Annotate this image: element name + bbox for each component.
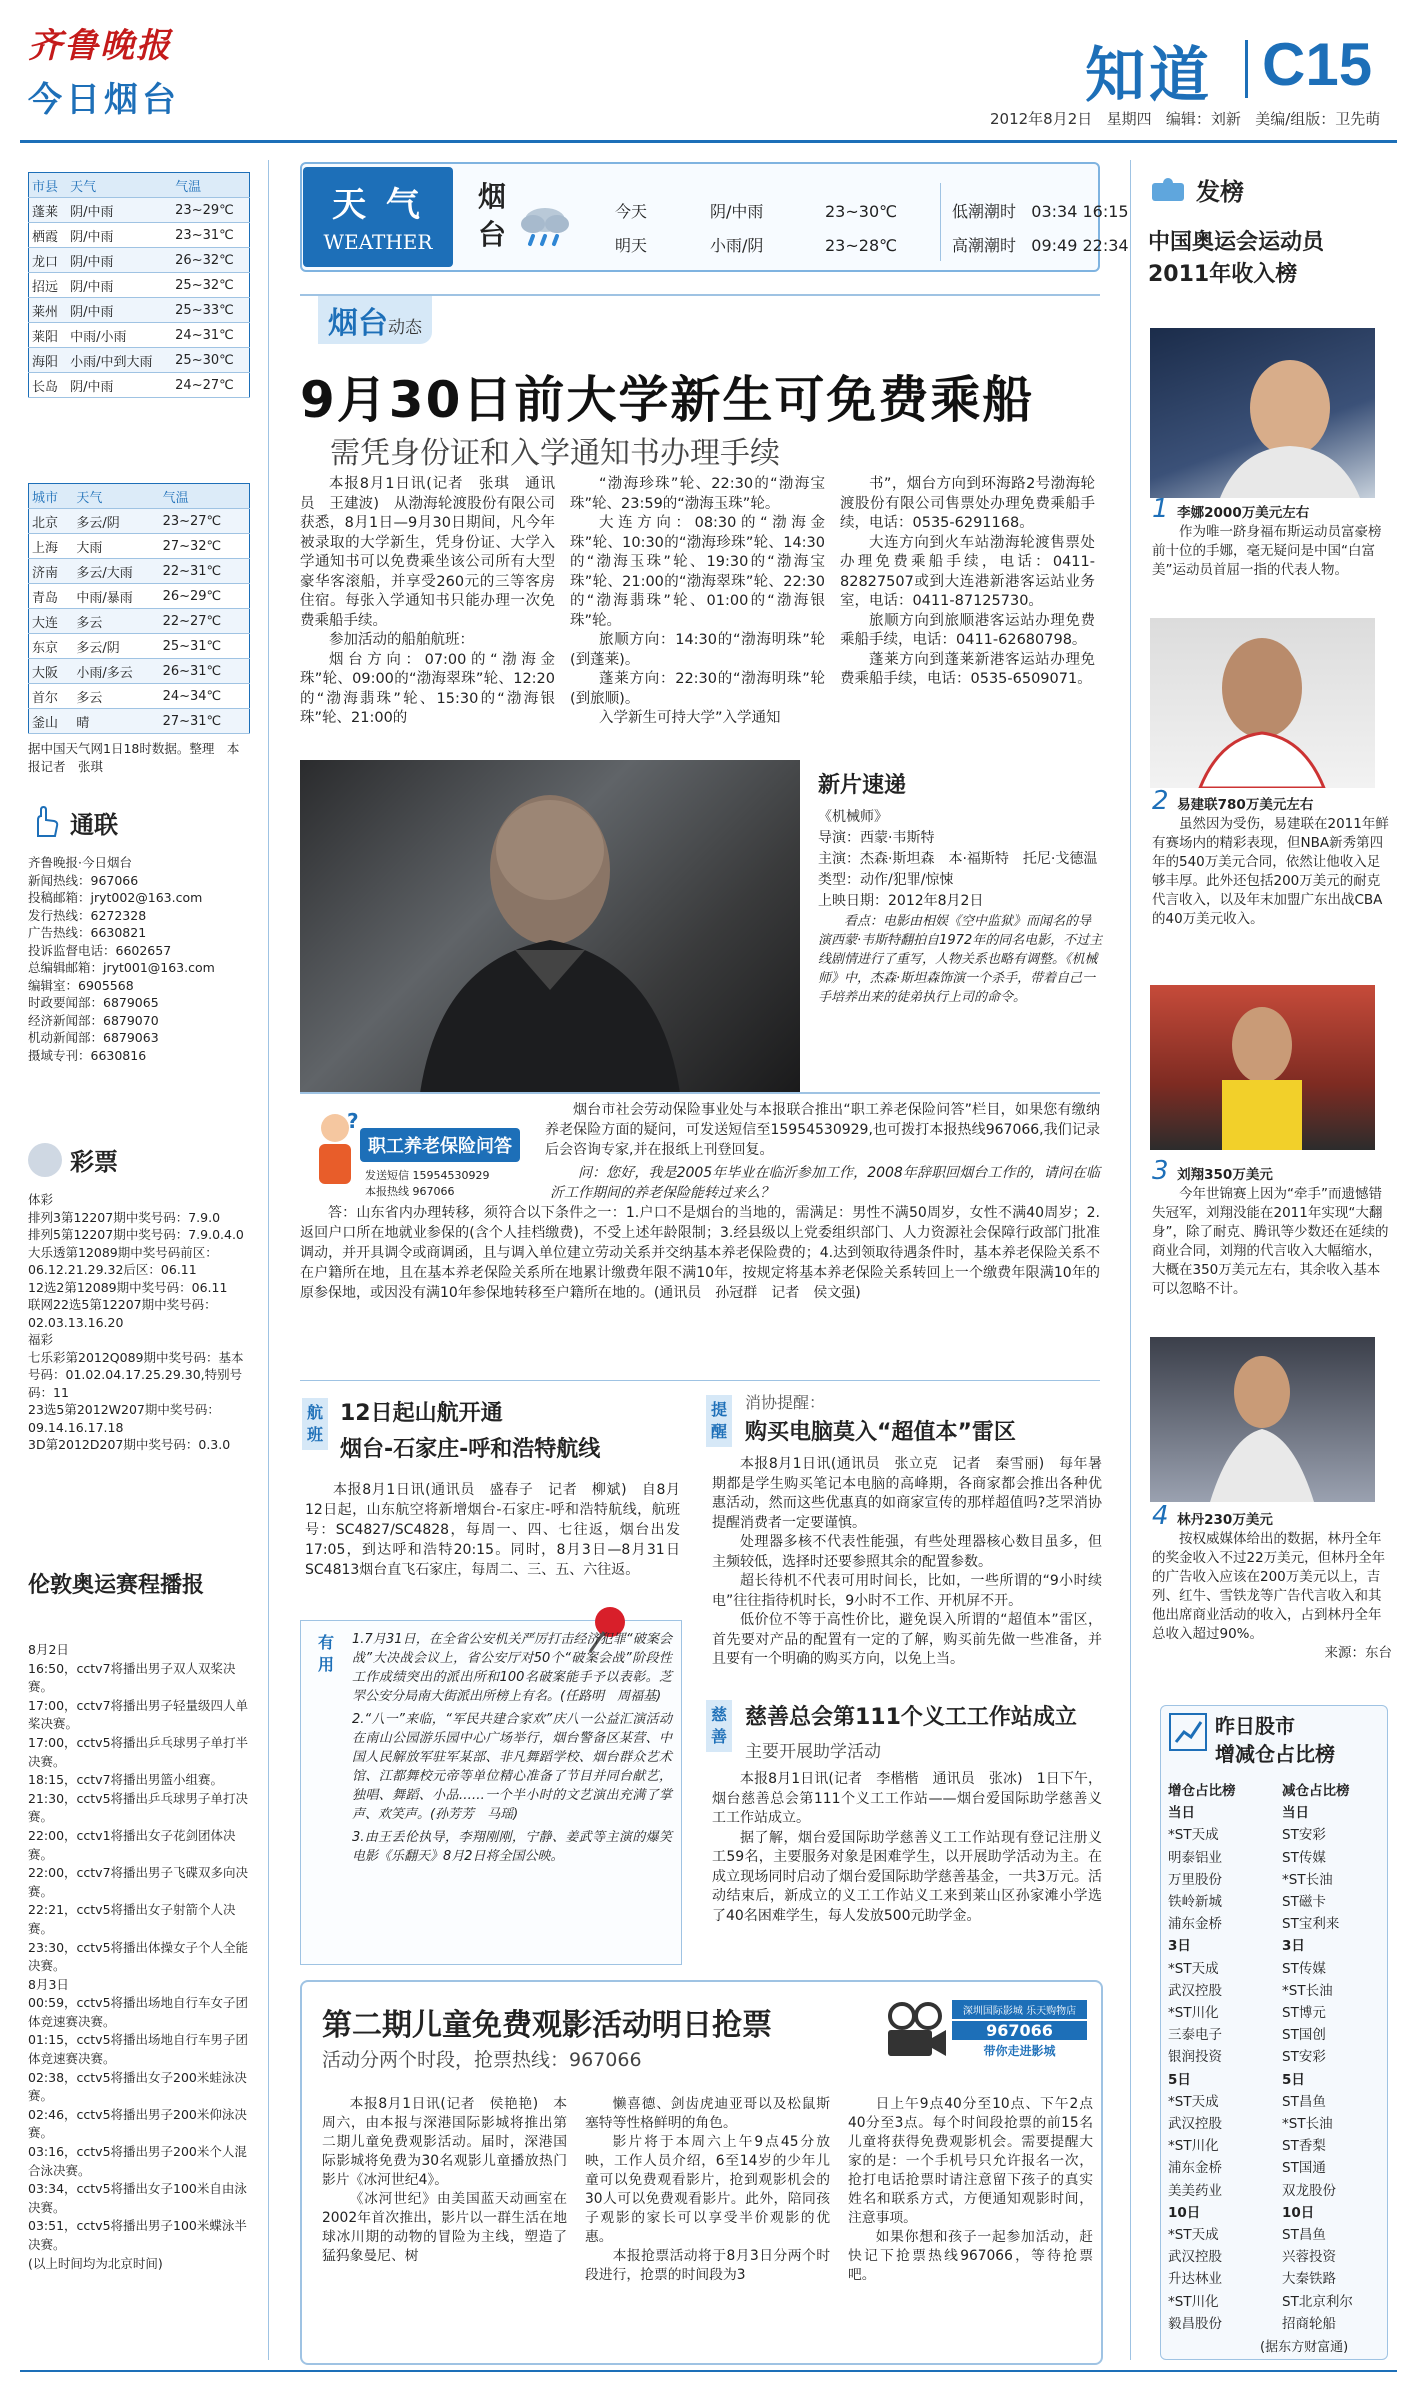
rich-list-title: 中国奥运会运动员2011年收入榜 bbox=[1148, 230, 1325, 287]
stock-list-heading: 5日 bbox=[1168, 2071, 1191, 2088]
city-weather-cell: 上海 bbox=[29, 534, 74, 559]
olympics-heading: 伦敦奥运赛程播报 bbox=[28, 1573, 205, 1598]
contact-line: 新闻热线：967066 bbox=[28, 872, 139, 888]
paragraph: 本报8月1日讯(记者 侯艳艳) 本周六，由本报与深港国际影城将推出第二期儿童免费观影活动。届时，深港国际影城将免费为30名观影儿童播放热门影片《冰河世纪4》。 bbox=[322, 2096, 567, 2188]
rich-item-3: 3 刘翔350万美元 今年世锦赛上因为“牵手”而遗憾错失冠军，刘翔没能在2011年实现“大翻身”，除了耐克、腾讯等少数还在延续的商业合同，刘翔的代言收入大幅缩水，大概在350万美元左右，其余收入基本可以忽略不计。 bbox=[1152, 1156, 1389, 1297]
schedule-line: 03:34，cctv5将播出女子100米自由泳决赛。 bbox=[28, 2181, 247, 2215]
paragraph: 旅顺方向：14:30的“渤海明珠”轮(到蓬莱)。 bbox=[570, 632, 825, 668]
stocks-increase-list bbox=[1168, 1780, 1276, 2335]
stock-name: *ST川化 bbox=[1168, 2138, 1219, 2155]
schedule-line: 18:15，cctv7将播出男篮小组赛。 bbox=[28, 1772, 224, 1788]
contact-line: 总编辑邮箱：jryt001@163.com bbox=[28, 960, 215, 975]
stock-name: 双龙股份 bbox=[1282, 2182, 1336, 2199]
stocks-source: (据东方财富通) bbox=[1260, 2340, 1349, 2355]
lottery-line: 排列3第12207期中奖号码：7.9.0 bbox=[28, 1209, 221, 1225]
lead-col-2 bbox=[570, 475, 825, 729]
children-subheadline: 活动分两个时段，抢票热线：967066 bbox=[322, 2049, 642, 2071]
paragraph: 本报8月1日讯(记者 张琪 通讯员 王建波) 从渤海轮渡股份有限公司获悉，8月1日—9月30日期间，凡今年被录取的大学新生，凭身份证、大学入学通知书可以免费乘坐该公司所有大型豪华客滚船，并享受260元的三等客房住宿。每张入学通知书只能办理一次免费乘船手续。 bbox=[300, 476, 555, 629]
city-weather-cell: 多云/阴 bbox=[73, 634, 159, 659]
city-weather-row bbox=[29, 634, 250, 659]
stock-list-heading: 减仓占比榜 bbox=[1282, 1783, 1350, 1799]
county-weather-cell: 26~32℃ bbox=[172, 248, 249, 273]
lottery-line: 大乐透第12089期中奖号码前区：06.12.21.29.32后区：06.11 bbox=[28, 1244, 218, 1277]
footer-rule bbox=[20, 2370, 1397, 2372]
county-weather-header: 天气 bbox=[67, 173, 172, 198]
schedule-line: 16:50，cctv7将播出男子双人双桨决赛。 bbox=[28, 1660, 236, 1695]
children-headline: 第二期儿童免费观影活动明日抢票 bbox=[322, 2008, 772, 2043]
county-weather-row bbox=[29, 373, 250, 398]
city-weather-table bbox=[28, 483, 253, 775]
page-number: C15 bbox=[1262, 31, 1373, 98]
paragraph: 据了解，烟台爱国际助学慈善义工工作站现有登记注册义工59名，主要服务对象是困难学生，以开展助学活动为主。在成立现场同时启动了烟台爱国际助学慈善基金，一共3万元。活动结束后，新成立的义工工作站义工来到莱山区孙家滩小学选了40名困难学生，每人发放500元助学金。 bbox=[712, 1829, 1102, 1924]
movie-info: 新片速递 《机械师》 导演：西蒙·韦斯特 主演：杰森·斯坦森 本·福斯特 托尼·戈德温 类型：动作/犯罪/惊悚 上映日期：2012年8月2日 看点：电影由相娱《空中监狱》而闻名的导演西蒙·韦斯特翻拍自1972年的同名电影，不过主线剧情进行了重写，人物关系也略有调整。《机械师》中，杰森·斯坦森饰演一个杀手，带着自己一手培养出来的徒弟执行上司的命令。 bbox=[818, 768, 1103, 1007]
city-weather-cell: 东京 bbox=[29, 634, 74, 659]
paragraph: 如果你想和孩子一起参加活动，赶快记下抢票热线967066，等待抢票吧。 bbox=[848, 2229, 1093, 2283]
county-weather-cell: 阴/中雨 bbox=[67, 198, 172, 223]
contact-line: 投稿邮箱：jryt002@163.com bbox=[28, 890, 203, 905]
county-weather-cell: 阴/中雨 bbox=[67, 223, 172, 248]
stock-name: 升达林业 bbox=[1168, 2271, 1222, 2288]
stock-name: ST宝利来 bbox=[1282, 1916, 1340, 1933]
consumer-headline: 购买电脑莫入“超值本”雷区 bbox=[745, 1420, 1016, 1445]
contact-line: 编辑室：6905568 bbox=[28, 977, 134, 993]
stocks-title: 昨日股市 bbox=[1215, 1714, 1295, 1738]
city-weather-row bbox=[29, 684, 250, 709]
schedule-line: 02:46，cctv5将播出男子200米仰泳决赛。 bbox=[28, 2106, 247, 2141]
county-weather-cell: 23~31℃ bbox=[172, 223, 249, 248]
city-weather-cell: 24~34℃ bbox=[160, 684, 250, 709]
contact-list bbox=[28, 854, 253, 1064]
schedule-line: 17:00，cctv7将播出男子轻量级四人单桨决赛。 bbox=[28, 1697, 249, 1732]
contact-line: 时政要闻部：6879065 bbox=[28, 995, 159, 1010]
paragraph: 本报抢票活动将于8月3日分两个时段进行，抢票的时间段为3 bbox=[585, 2248, 830, 2283]
stock-name: ST昌鱼 bbox=[1282, 2093, 1326, 2110]
section-title: 知道 bbox=[1085, 41, 1213, 111]
rich-list-section bbox=[1148, 172, 1393, 291]
stock-name: *ST天成 bbox=[1168, 1960, 1219, 1977]
movie-section-title: 新片速递 bbox=[818, 773, 907, 798]
county-weather-cell: 蓬莱 bbox=[29, 198, 68, 223]
contact-section bbox=[28, 805, 253, 1064]
paragraph: 《冰河世纪》由美国蓝天动画室在2002年首次推出，影片以一群生活在地球冰川期的动物的冒险为主线，塑造了猛犸象曼尼、树 bbox=[322, 2191, 567, 2264]
city-weather-cell: 23~27℃ bbox=[160, 509, 250, 534]
dongtai-tab: 烟台动态 bbox=[318, 296, 432, 344]
weather-label: 天 气 WEATHER bbox=[303, 167, 453, 267]
city-weather-cell: 27~32℃ bbox=[160, 534, 250, 559]
pension-logo: ? 职工养老保险问答 发送短信 15954530929 本报热线 967066 bbox=[305, 1110, 540, 1210]
consumer-tag: 提醒 bbox=[706, 1395, 732, 1447]
photo-liu-xiang bbox=[1150, 985, 1375, 1150]
city-weather-cell: 小雨/多云 bbox=[73, 659, 159, 684]
county-weather-row bbox=[29, 198, 250, 223]
useful-tag: 有用 bbox=[318, 1633, 335, 1674]
stock-name: 银润投资 bbox=[1168, 2049, 1222, 2066]
paragraph: 大连方向：08:30的“渤海金珠”轮、10:30的“渤海珍珠”轮、14:30的“渤海玉珠”轮、19:30的“渤海宝珠”轮、21:00的“渤海翠珠”轮、22:30的“渤海翡珠”轮、01:00的“渤海银珠”轮。 bbox=[570, 515, 825, 629]
schedule-line: 00:59，cctv5将播出场地自行车女子团体竞速赛决赛。 bbox=[28, 1995, 249, 2029]
county-weather-cell: 24~27℃ bbox=[172, 373, 249, 398]
lottery-line: 福彩 bbox=[28, 1332, 54, 1347]
paragraph: 入学新生可持大学”入学通知 bbox=[599, 710, 781, 726]
header-divider bbox=[1245, 40, 1248, 98]
schedule-line: 22:21，cctv5将播出女子射箭个人决赛。 bbox=[28, 1902, 236, 1936]
section-rule bbox=[300, 1380, 1100, 1381]
stocks-subtitle: 增减仓占比榜 bbox=[1215, 1742, 1335, 1766]
city-weather-cell: 大雨 bbox=[73, 534, 159, 559]
paragraph: 超长待机不代表可用时间长，比如，一些所谓的“9小时续电”往往指待机时长，9小时不工作、开机屏不开。 bbox=[712, 1573, 1102, 1609]
city-weather-row bbox=[29, 659, 250, 684]
olympics-schedule bbox=[28, 1641, 253, 2273]
city-weather-cell: 多云/大雨 bbox=[73, 559, 159, 584]
weather-city: 烟 台 bbox=[478, 180, 507, 251]
stock-name: *ST天成 bbox=[1168, 2093, 1219, 2110]
stock-name: 万里股份 bbox=[1168, 1871, 1222, 1888]
contact-line: 摄域专刊：6630816 bbox=[28, 1047, 147, 1063]
city-weather-cell: 大阪 bbox=[29, 659, 74, 684]
flight-subheadline: 烟台-石家庄-呼和浩特航线 bbox=[340, 1437, 601, 1462]
stock-name: ST安彩 bbox=[1282, 1827, 1326, 1844]
county-weather-cell: 招远 bbox=[29, 273, 68, 298]
stock-name: 美美药业 bbox=[1168, 2182, 1222, 2199]
stock-name: 明泰铝业 bbox=[1168, 1849, 1222, 1866]
paragraph: 烟台方向：07:00的“渤海金珠”轮、09:00的“渤海翠珠”轮、12:20的“渤海翡珠”轮、15:30的“渤海银珠”轮、21:00的 bbox=[300, 651, 555, 726]
city-weather-cell: 27~31℃ bbox=[160, 709, 250, 734]
stock-name: ST传媒 bbox=[1282, 1960, 1326, 1977]
pension-rule bbox=[300, 1092, 1100, 1094]
children-badge: 深圳国际影城 乐天购物店 967066 带你走进影城 bbox=[952, 2000, 1087, 2059]
contact-line: 广告热线：6630821 bbox=[28, 925, 147, 940]
stock-name: *ST天成 bbox=[1168, 2227, 1219, 2244]
lottery-heading: 彩票 bbox=[28, 1142, 253, 1177]
county-weather-cell: 阴/中雨 bbox=[67, 298, 172, 323]
city-weather-cell: 中雨/暴雨 bbox=[73, 584, 159, 609]
lottery-ball-icon bbox=[28, 1143, 62, 1177]
county-weather-row bbox=[29, 298, 250, 323]
county-weather-cell: 小雨/中到大雨 bbox=[67, 348, 172, 373]
svg-text:?: ? bbox=[347, 1110, 359, 1133]
county-weather-cell: 阴/中雨 bbox=[67, 373, 172, 398]
stock-name: ST传媒 bbox=[1282, 1849, 1326, 1866]
paragraph: 大连方向到火车站渤海轮渡售票处办理免费乘船手续，电话：0411-82827507或到大连港新港客运站业务室，电话：0411-87125730。 bbox=[840, 534, 1095, 609]
city-weather-cell: 26~31℃ bbox=[160, 659, 250, 684]
stock-name: *ST川化 bbox=[1168, 2293, 1219, 2310]
charity-headline: 慈善总会第111个义工工作站成立 bbox=[745, 1705, 1077, 1730]
stock-name: ST昌鱼 bbox=[1282, 2227, 1326, 2244]
consumer-body bbox=[712, 1455, 1102, 1670]
lottery-line: 排列5第12207期中奖号码：7.9.0.4.0 bbox=[28, 1227, 244, 1242]
weather-note: 据中国天气网1日18时数据。整理 本报记者 张琪 bbox=[28, 741, 240, 774]
stock-name: *ST川化 bbox=[1168, 2005, 1219, 2022]
paragraph: 处理器多核不代表性能强，有些处理器核心数目虽多，但主频较低，选择时还要参照其余的配置参数。 bbox=[712, 1534, 1102, 1570]
rich-item-2: 2 易建联780万美元左右 虽然因为受伤，易建联在2011年鲜有赛场内的精彩表现，但NBA新秀第四年的540万美元合同，依然让他收入足够丰厚。此外还包括200万美元的耐克代言收入，以及年末加盟广东出战CBA的40万美元收入。 bbox=[1152, 786, 1389, 927]
flight-tag: 航班 bbox=[302, 1398, 328, 1450]
contact-line: 机动新闻部：6879063 bbox=[28, 1030, 159, 1045]
lottery-line: 体彩 bbox=[28, 1192, 54, 1207]
paragraph: “渤海珍珠”轮、22:30的“渤海宝珠”轮、23:59的“渤海玉珠”轮。 bbox=[570, 476, 825, 512]
contact-line: 发行热线：6272328 bbox=[28, 907, 147, 923]
stock-name: 大秦铁路 bbox=[1282, 2271, 1336, 2288]
flight-headline: 12日起山航开通 bbox=[340, 1401, 503, 1426]
stock-name: ST安彩 bbox=[1282, 2049, 1326, 2066]
stock-list-heading: 增仓占比榜 bbox=[1168, 1783, 1236, 1799]
projector-icon bbox=[880, 1998, 950, 2068]
city-weather-cell: 多云 bbox=[73, 609, 159, 634]
schedule-line: 21:30，cctv5将播出乒乓球男子单打决赛。 bbox=[28, 1790, 249, 1825]
county-weather-cell: 海阳 bbox=[29, 348, 68, 373]
stock-name: *ST长油 bbox=[1282, 1871, 1333, 1888]
contact-line: 经济新闻部：6879070 bbox=[28, 1012, 159, 1028]
county-weather-cell: 25~33℃ bbox=[172, 298, 249, 323]
county-weather-cell: 中雨/小雨 bbox=[67, 323, 172, 348]
olympics-section bbox=[28, 1568, 253, 2273]
lead-subheadline: 需凭身份证和入学通知书办理手续 bbox=[330, 436, 780, 471]
children-col-3 bbox=[848, 2095, 1093, 2285]
stock-list-heading: 5日 bbox=[1282, 2071, 1305, 2088]
pension-intro: 烟台市社会劳动保险事业处与本报联合推出“职工养老保险问答”栏目，如果您有缴纳养老保险方面的疑问，可发送短信至15954530929,也可拨打本报热线967066,我们记录后会咨询专家,并在报纸上刊登回复。 bbox=[545, 1102, 1100, 1158]
weather-forecast: 今天 阴/中雨 23~30℃ 明天 小雨/阴 23~28℃ bbox=[615, 202, 898, 255]
stock-name: ST香梨 bbox=[1282, 2138, 1326, 2155]
photo-li-na bbox=[1150, 328, 1375, 498]
lead-col-3 bbox=[840, 475, 1095, 690]
rich-item-4: 4 林丹230万美元 按权威媒体给出的数据，林丹全年的奖金收入不过22万美元，但林丹全年的广告收入应该在200万美元以上，吉列、红牛、雪铁龙等广告代言收入和其他出席商业活动的收入，占到林丹全年总收入超过90%。 来源：东台 bbox=[1152, 1501, 1392, 1661]
stock-name: ST博元 bbox=[1282, 2005, 1326, 2022]
schedule-line: 03:51，cctv5将播出男子100米蝶泳半决赛。 bbox=[28, 2218, 247, 2252]
paragraph: 懒喜德、剑齿虎迪亚哥以及松鼠斯塞特等性格鲜明的角色。 bbox=[585, 2096, 830, 2131]
lottery-section bbox=[28, 1142, 253, 1454]
header-rule bbox=[20, 140, 1397, 143]
stocks-decrease-list bbox=[1282, 1780, 1386, 2335]
schedule-line: (以上时间均为北京时间) bbox=[28, 2255, 163, 2271]
city-weather-row bbox=[29, 584, 250, 609]
schedule-line: 02:38，cctv5将播出女子200米蛙泳决赛。 bbox=[28, 2069, 247, 2104]
county-weather-row bbox=[29, 223, 250, 248]
useful-item: 3.由王丢伦执导，李翔刚刚，宁静、姜武等主演的爆笑电影《乐翻天》8月2日将全国公映。 bbox=[352, 1830, 672, 1864]
schedule-line: 03:16，cctv5将播出男子200米个人混合泳决赛。 bbox=[28, 2144, 247, 2178]
county-weather-cell: 龙口 bbox=[29, 248, 68, 273]
stock-name: 浦东金桥 bbox=[1168, 1916, 1222, 1933]
city-weather-row bbox=[29, 709, 250, 734]
stock-name: 武汉控股 bbox=[1168, 1982, 1222, 1999]
lottery-line: 12选2第12089期中奖号码：06.11 bbox=[28, 1279, 228, 1295]
city-weather-header: 天气 bbox=[73, 484, 159, 509]
county-weather-row bbox=[29, 323, 250, 348]
stock-name: ST国通 bbox=[1282, 2160, 1326, 2177]
county-weather-cell: 莱州 bbox=[29, 298, 68, 323]
stock-name: 毅昌股份 bbox=[1168, 2315, 1222, 2332]
county-weather-header: 气温 bbox=[172, 173, 249, 198]
stock-list-heading: 3日 bbox=[1282, 1938, 1305, 1955]
lottery-line: 七乐彩第2012Q089期中奖号码：基本号码：01.02.04.17.25.29.30,特别号码：11 bbox=[28, 1349, 244, 1400]
city-weather-cell: 26~29℃ bbox=[160, 584, 250, 609]
hand-icon bbox=[28, 806, 62, 840]
city-weather-cell: 25~31℃ bbox=[160, 634, 250, 659]
county-weather-header: 市县 bbox=[29, 173, 68, 198]
stock-list-heading: 当日 bbox=[1282, 1805, 1309, 1822]
useful-item: 2.“八一”来临，“军民共建合家欢”庆八一公益汇演活动在南山公园游乐园中心广场举行，烟台警备区某营、中国人民解放军驻军某部、非凡舞蹈学校、烟台群众艺术馆、江都舞校元帝等单位精心准备了节目并同台献艺，独唱、舞蹈、小品……一个半小时的文艺演出充满了掌声、欢笑声。(孙芳芳 马瑶) bbox=[352, 1712, 672, 1822]
county-weather-cell: 23~29℃ bbox=[172, 198, 249, 223]
paragraph: 本报8月1日讯(记者 李楷楷 通讯员 张冰) 1日下午，烟台慈善总会第111个义工工作站——烟台爱国际助学慈善义工工作站成立。 bbox=[712, 1771, 1102, 1826]
charity-subheadline: 主要开展助学活动 bbox=[745, 1742, 881, 1762]
photo-yi-jianlian bbox=[1150, 618, 1375, 788]
schedule-line: 8月2日 bbox=[28, 1642, 69, 1657]
paragraph: 低价位不等于高性价比，避免误入所谓的“超值本”雷区，首先要对产品的配置有一定的了解，购买前先做一些准备，并且要有一个明确的购买方向，以免上当。 bbox=[712, 1612, 1102, 1667]
paragraph: 影片将于本周六上午9点45分放映，工作人员介绍，6至14岁的少年儿童可以免费观看影片，抢到观影机会的30人可以免费观看影片。此外，陪同孩子观影的家长可以享受半价观影的优惠。 bbox=[585, 2134, 830, 2245]
paragraph: 日上午9点40分至10点、下午2点40分至3点。每个时间段抢票的前15名儿童将获得免费观影机会。需要提醒大家的是：一个手机号只允许报名一次，抢打电话抢票时请注意留下孩子的真实姓名和联系方式，方便通知观影时间，注意事项。 bbox=[848, 2096, 1093, 2226]
city-weather-cell: 22~31℃ bbox=[160, 559, 250, 584]
charity-body bbox=[712, 1770, 1102, 1926]
stock-name: 浦东金桥 bbox=[1168, 2160, 1222, 2177]
county-weather-cell: 24~31℃ bbox=[172, 323, 249, 348]
county-weather-row bbox=[29, 248, 250, 273]
city-weather-cell: 济南 bbox=[29, 559, 74, 584]
contact-heading: 通联 bbox=[28, 805, 253, 840]
rain-cloud-icon bbox=[515, 200, 575, 250]
edition-title: 今日烟台 bbox=[28, 80, 180, 120]
lead-col-1 bbox=[300, 475, 555, 729]
paragraph: 旅顺方向到旅顺港客运站办理免费乘船手续，电话：0411-62680798。 bbox=[840, 612, 1095, 648]
lottery-list bbox=[28, 1191, 253, 1454]
contact-line: 投诉监督电话：6602657 bbox=[28, 942, 172, 958]
city-weather-cell: 北京 bbox=[29, 509, 74, 534]
county-weather-cell: 25~30℃ bbox=[172, 348, 249, 373]
city-weather-cell: 釜山 bbox=[29, 709, 74, 734]
city-weather-row bbox=[29, 609, 250, 634]
lottery-line: 联网22选5第12207期中奖号码：02.03.13.16.20 bbox=[28, 1297, 217, 1330]
pension-qa: 问：您好，我是2005年毕业在临沂参加工作，2008年辞职回烟台工作的，请问在临沂工作期间的养老保险能转过来么？ 答：山东省内办理转移，须符合以下条件之一：1.户口不是烟台的当地的，需满足：男性不满50周岁，女性不满40周岁；2.返回户口所在地就业参保的(含个人挂档缴费)，不受上述年龄限制；3.经县级以上党委组织部门、人力资源社会保障行政部门批准调动，并开具调令或商调函，且与调入单位建立劳动关系并交纳基本养老保险费的；4.达到领取待遇条件时，基本养老保险关系不在户籍所在地，且在基本养老保险关系所在地累计缴费年限不满10年，按规定将基本养老保险关系转回上一个缴费年限满10年的原参保地，或因没有满10年参保地转移至户籍所在地的。(通讯员 孙冠群 记者 侯文强) bbox=[300, 1165, 1100, 1301]
stock-name: *ST天成 bbox=[1168, 1827, 1219, 1844]
city-weather-row bbox=[29, 559, 250, 584]
lottery-line: 23选5第2012W207期中奖号码：09.14.16.17.18 bbox=[28, 1402, 220, 1435]
paragraph: 蓬莱方向到蓬莱新港客运站办理免费乘船手续，电话：0535-6509071。 bbox=[840, 651, 1095, 687]
schedule-line: 22:00，cctv1将播出女子花剑团体决赛。 bbox=[28, 1827, 236, 1862]
county-weather-cell: 栖霞 bbox=[29, 223, 68, 248]
consumer-kicker: 消协提醒： bbox=[745, 1393, 826, 1412]
schedule-line: 17:00，cctv5将播出乒乓球男子单打半决赛。 bbox=[28, 1734, 249, 1769]
tide-times: 低潮潮时 03:34 16:15 高潮潮时 09:49 22:34 bbox=[952, 202, 1129, 255]
county-weather-row bbox=[29, 273, 250, 298]
useful-item: 1.7月31日，在全省公安机关严厉打击经济犯罪“破案会战”大决战会议上，省公安厅对50个“破案会战”阶段性工作成绩突出的派出所和100名破案能手予以表彰。芝罘公安分局南大街派出所榜上有名。(任路明 周福基) bbox=[352, 1632, 672, 1704]
chart-icon bbox=[1168, 1712, 1208, 1752]
puzzle-icon bbox=[1148, 175, 1188, 205]
city-weather-cell: 多云 bbox=[73, 684, 159, 709]
column-divider bbox=[1130, 160, 1131, 2360]
city-weather-cell: 22~27℃ bbox=[160, 609, 250, 634]
page-meta: 2012年8月2日 星期四 编辑：刘新 美编/组版：卫先萌 bbox=[990, 110, 1381, 128]
stock-name: 招商轮船 bbox=[1282, 2315, 1336, 2332]
paragraph: 本报8月1日讯(通讯员 张立克 记者 秦雪丽) 每年暑期都是学生购买笔记本电脑的高峰期，各商家都会推出各种优惠活动，然而这些优惠真的如商家宣传的那样超值吗?芝罘消协提醒消费者一定要谨慎。 bbox=[712, 1456, 1102, 1531]
schedule-line: 22:00，cctv7将播出男子飞碟双多向决赛。 bbox=[28, 1865, 249, 1899]
children-col-2 bbox=[585, 2095, 830, 2285]
stock-name: ST国创 bbox=[1282, 2027, 1326, 2044]
city-weather-cell: 首尔 bbox=[29, 684, 74, 709]
county-weather-cell: 莱阳 bbox=[29, 323, 68, 348]
county-weather-cell: 阴/中雨 bbox=[67, 248, 172, 273]
county-weather-cell: 阴/中雨 bbox=[67, 273, 172, 298]
county-weather-table bbox=[28, 172, 253, 398]
stock-name: 武汉控股 bbox=[1168, 2249, 1222, 2266]
contact-line: 齐鲁晚报·今日烟台 bbox=[28, 855, 132, 870]
city-weather-header: 气温 bbox=[160, 484, 250, 509]
city-weather-cell: 多云/阴 bbox=[73, 509, 159, 534]
photo-lin-dan bbox=[1150, 1337, 1375, 1502]
children-col-1 bbox=[322, 2095, 567, 2266]
schedule-line: 23:30，cctv5将播出体操女子个人全能决赛。 bbox=[28, 1939, 249, 1974]
city-weather-header: 城市 bbox=[29, 484, 74, 509]
rich-item-1: 1 李娜2000万美元左右 作为唯一跻身福布斯运动员富豪榜前十位的手娜，毫无疑问是中国“白富美”运动员首屈一指的代表人物。 bbox=[1152, 494, 1382, 578]
county-weather-cell: 长岛 bbox=[29, 373, 68, 398]
schedule-line: 01:15，cctv5将播出场地自行车男子团体竞速赛决赛。 bbox=[28, 2032, 249, 2067]
paragraph: 蓬莱方向：22:30的“渤海明珠”轮(到旅顺)。 bbox=[570, 671, 825, 707]
city-weather-cell: 晴 bbox=[73, 709, 159, 734]
paragraph: 参加活动的船舶航班： bbox=[329, 632, 474, 648]
stock-name: 兴蓉投资 bbox=[1282, 2249, 1336, 2266]
stock-name: *ST长油 bbox=[1282, 2116, 1333, 2133]
city-weather-row bbox=[29, 534, 250, 559]
stock-list-heading: 10日 bbox=[1168, 2204, 1201, 2221]
schedule-line: 8月3日 bbox=[28, 1976, 69, 1992]
city-weather-cell: 青岛 bbox=[29, 584, 74, 609]
charity-tag: 慈善 bbox=[706, 1700, 732, 1752]
stock-name: 铁岭新城 bbox=[1168, 1894, 1222, 1911]
column-divider bbox=[268, 160, 269, 2360]
stock-name: ST北京利尔 bbox=[1282, 2293, 1353, 2310]
movie-still bbox=[300, 760, 800, 1093]
stock-name: 武汉控股 bbox=[1168, 2116, 1222, 2133]
stock-list-heading: 当日 bbox=[1168, 1805, 1195, 1822]
county-weather-row bbox=[29, 348, 250, 373]
city-weather-cell: 大连 bbox=[29, 609, 74, 634]
stock-name: 三泰电子 bbox=[1168, 2027, 1222, 2044]
rich-list-heading: 发榜 bbox=[1148, 172, 1393, 207]
stock-list-heading: 3日 bbox=[1168, 1938, 1191, 1955]
useful-items bbox=[352, 1630, 672, 1870]
stock-list-heading: 10日 bbox=[1282, 2204, 1315, 2221]
lottery-line: 3D第2012D207期中奖号码：0.3.0 bbox=[28, 1437, 231, 1452]
paragraph: 书”，烟台方向到环海路2号渤海轮渡股份有限公司售票处办理免费乘船手续，电话：0535-6291168。 bbox=[840, 476, 1095, 531]
weather-divider bbox=[940, 183, 941, 261]
stock-name: ST磁卡 bbox=[1282, 1894, 1326, 1911]
paper-logo: 齐鲁晚报 bbox=[28, 26, 172, 66]
county-weather-cell: 25~32℃ bbox=[172, 273, 249, 298]
city-weather-row bbox=[29, 509, 250, 534]
stock-name: *ST长油 bbox=[1282, 1982, 1333, 1999]
flight-body: 本报8月1日讯(通讯员 盛春子 记者 柳斌) 自8月12日起，山东航空将新增烟台-石家庄-呼和浩特航线，航班号：SC4827/SC4828，每周一、四、七往返，烟台出发17:05，到达呼和浩特20:15。同时，8月3日—8月31日SC4813烟台直飞石家庄，每周二、三、五、六往返。 bbox=[305, 1482, 680, 1578]
lead-headline: 9月30日前大学新生可免费乘船 bbox=[300, 371, 1035, 429]
